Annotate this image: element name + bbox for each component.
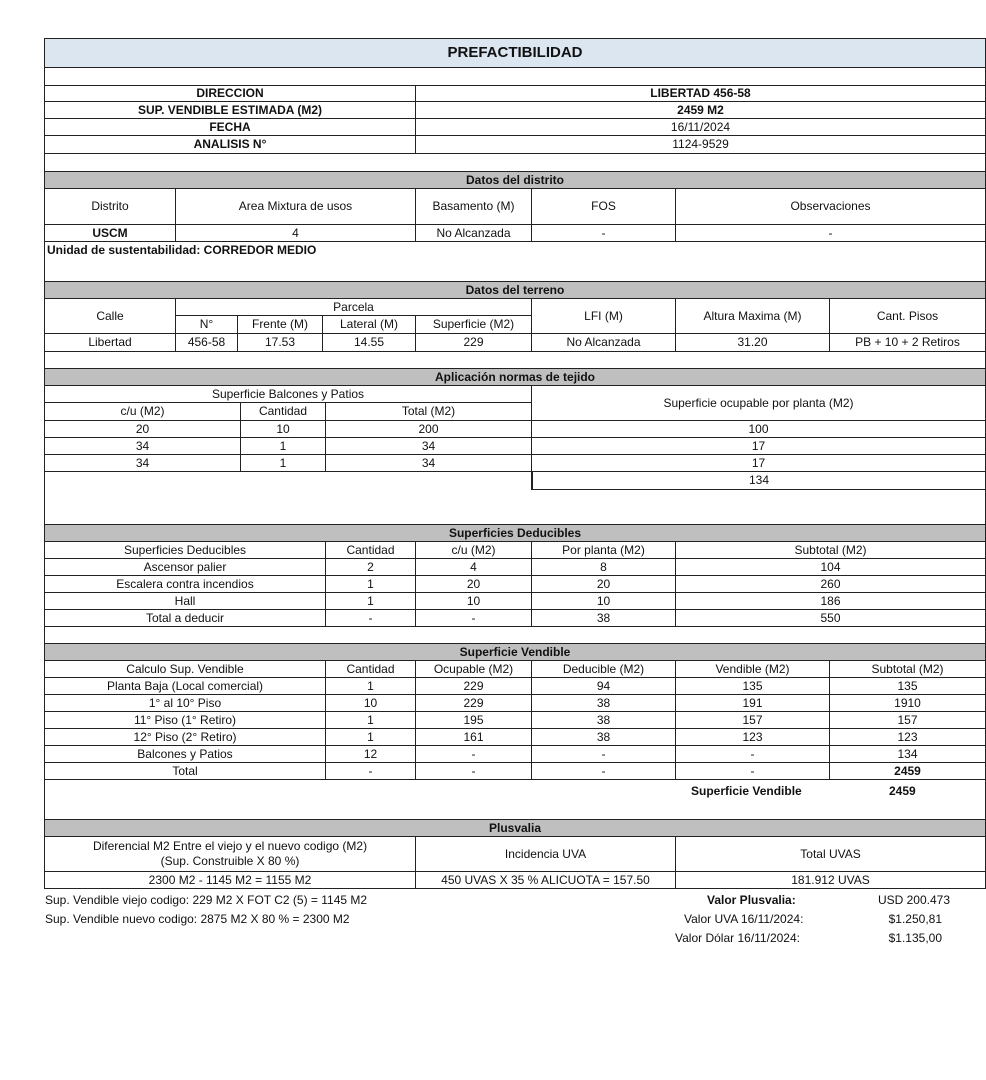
table-cell: 450 UVAS X 35 % ALICUOTA = 157.50 [416, 872, 676, 889]
table-cell: 1 [326, 712, 416, 729]
table-cell: 135 [830, 678, 986, 695]
table-cell: 14.55 [323, 334, 416, 352]
table-cell: 34 [326, 455, 532, 472]
table-cell: 195 [416, 712, 532, 729]
column-header: Ocupable (M2) [416, 661, 532, 678]
vendible-data-row [44, 712, 986, 729]
table-cell: 229 [416, 678, 532, 695]
table-cell: 1 [241, 455, 326, 472]
table-cell: Total [44, 763, 326, 780]
column-group-header: Parcela [176, 299, 532, 316]
column-header: Distrito [44, 189, 176, 225]
table-cell: 100 [532, 421, 986, 438]
vendible-data-row [44, 695, 986, 712]
table-cell: 1 [241, 438, 326, 455]
plusvalia-header-left-line2: (Sup. Construible X 80 %) [160, 854, 300, 868]
info-label: ANALISIS N° [44, 136, 416, 154]
table-cell: 10 [326, 695, 416, 712]
table-cell: - [326, 610, 416, 627]
section-header [44, 644, 986, 661]
section-header [44, 369, 986, 386]
distrito-note: Unidad de sustentabilidad: CORREDOR MEDIO [47, 243, 317, 257]
column-header: Subtotal (M2) [676, 542, 986, 559]
spacer [44, 627, 986, 644]
spacer [44, 352, 986, 369]
table-cell: 17.53 [238, 334, 323, 352]
table-cell: 20 [532, 576, 676, 593]
deducibles-data-row [44, 593, 986, 610]
column-header: N° [176, 316, 238, 334]
column-header: Total (M2) [326, 403, 532, 421]
table-cell: 2300 M2 - 1145 M2 = 1155 M2 [44, 872, 416, 889]
spacer [44, 68, 986, 86]
table-cell: 1910 [830, 695, 986, 712]
table-cell: 17 [532, 455, 986, 472]
table-cell: 123 [830, 729, 986, 746]
info-value: 2459 M2 [416, 102, 986, 119]
title-row [44, 38, 986, 68]
column-header: Cant. Pisos [830, 299, 986, 334]
column-header: Observaciones [676, 189, 986, 225]
section-header [44, 525, 986, 542]
info-value: 1124-9529 [416, 136, 986, 154]
column-header: Lateral (M) [323, 316, 416, 334]
column-header: c/u (M2) [44, 403, 241, 421]
vendible-title: Superficie Vendible [44, 644, 986, 661]
table-cell: - [676, 746, 830, 763]
table-cell: 2 [326, 559, 416, 576]
section-header [44, 820, 986, 837]
table-cell: Libertad [44, 334, 176, 352]
table-cell: 157 [676, 712, 830, 729]
table-cell: 38 [532, 729, 676, 746]
column-header: Frente (M) [238, 316, 323, 334]
table-cell: 38 [532, 695, 676, 712]
table-cell: 1 [326, 678, 416, 695]
column-header: Calle [44, 299, 176, 334]
column-group-header: Superficie Balcones y Patios [44, 386, 532, 403]
table-cell: 20 [416, 576, 532, 593]
table-cell: 8 [532, 559, 676, 576]
plusvalia-header-row [44, 837, 986, 872]
column-header: Cantidad [241, 403, 326, 421]
section-header [44, 172, 986, 189]
table-cell: 20 [44, 421, 241, 438]
table-cell: Balcones y Patios [44, 746, 326, 763]
sheet-title: PREFACTIBILIDAD [44, 38, 986, 68]
table-cell: 4 [416, 559, 532, 576]
column-header: Altura Maxima (M) [676, 299, 830, 334]
valor-plusvalia-label: Valor Plusvalia: [707, 893, 796, 907]
column-header: Subtotal (M2) [830, 661, 986, 678]
table-cell: - [676, 763, 830, 780]
valor-plusvalia-value: USD 200.473 [877, 893, 950, 907]
table-cell: 10 [416, 593, 532, 610]
table-cell: 34 [44, 438, 241, 455]
table-cell: 456-58 [176, 334, 238, 352]
table-cell: 1 [326, 729, 416, 746]
table-cell: 229 [416, 334, 532, 352]
table-cell: - [532, 225, 676, 242]
plusvalia-header-left-line1: Diferencial M2 Entre el viejo y el nuevo codigo (M2) [92, 839, 368, 854]
deducibles-data-row [44, 576, 986, 593]
tejido-data-row [44, 438, 986, 455]
table-cell: 11° Piso (1° Retiro) [44, 712, 326, 729]
prefactibilidad-sheet [44, 38, 986, 949]
table-cell: 200 [326, 421, 532, 438]
table-cell: Total a deducir [44, 610, 326, 627]
column-header: Cantidad [326, 661, 416, 678]
deducibles-total-row [44, 610, 986, 627]
table-cell: - [676, 225, 986, 242]
column-header: Incidencia UVA [416, 837, 676, 872]
vendible-total-row [44, 763, 986, 780]
table-cell: 134 [830, 746, 986, 763]
tejido-data-row [44, 421, 986, 438]
table-cell: - [326, 763, 416, 780]
info-value: LIBERTAD 456-58 [416, 86, 986, 102]
plusvalia-note: Sup. Vendible viejo codigo: 229 M2 X FOT C2 (5) = 1145 M2 [45, 893, 368, 907]
table-cell: 550 [676, 610, 986, 627]
table-cell: 191 [676, 695, 830, 712]
valor-uva-value: $1.250,81 [888, 912, 942, 926]
column-header: c/u (M2) [416, 542, 532, 559]
tejido-header-rows [44, 386, 986, 421]
plusvalia-data-row [44, 872, 986, 889]
column-header: LFI (M) [532, 299, 676, 334]
deducibles-title: Superficies Deducibles [44, 525, 986, 542]
table-cell: - [532, 763, 676, 780]
column-header: Total UVAS [676, 837, 986, 872]
valor-dolar-label: Valor Dólar 16/11/2024: [675, 931, 800, 945]
table-cell: - [416, 746, 532, 763]
column-header: Por planta (M2) [532, 542, 676, 559]
vendible-data-row [44, 678, 986, 695]
table-cell: 123 [676, 729, 830, 746]
table-cell: 94 [532, 678, 676, 695]
table-cell: Escalera contra incendios [44, 576, 326, 593]
column-header: Basamento (M) [416, 189, 532, 225]
table-cell: No Alcanzada [532, 334, 676, 352]
table-cell: Hall [44, 593, 326, 610]
info-label: DIRECCION [44, 86, 416, 102]
tejido-title: Aplicación normas de tejido [44, 369, 986, 386]
plusvalia-title: Plusvalia [44, 820, 986, 837]
distrito-header-row [44, 189, 986, 225]
column-header: FOS [532, 189, 676, 225]
distrito-title: Datos del distrito [44, 172, 986, 189]
tejido-data-row [44, 455, 986, 472]
deducibles-data-row [44, 559, 986, 576]
column-header: Calculo Sup. Vendible [44, 661, 326, 678]
section-header [44, 282, 986, 299]
table-cell: No Alcanzada [416, 225, 532, 242]
table-cell: PB + 10 + 2 Retiros [830, 334, 986, 352]
info-row [44, 136, 986, 154]
spacer [44, 490, 986, 525]
tejido-total-row [44, 472, 986, 490]
table-cell: 1 [326, 593, 416, 610]
info-row [44, 86, 986, 102]
table-cell: 186 [676, 593, 986, 610]
table-cell: 10 [241, 421, 326, 438]
table-cell: USCM [44, 225, 176, 242]
info-label: SUP. VENDIBLE ESTIMADA (M2) [44, 102, 416, 119]
table-cell: 1° al 10° Piso [44, 695, 326, 712]
table-cell: 12 [326, 746, 416, 763]
total-ocupable: 134 [532, 472, 986, 490]
column-header: Cantidad [326, 542, 416, 559]
vendible-summary-value: 2459 [889, 784, 916, 798]
column-header: Superficie (M2) [416, 316, 532, 334]
table-cell: 181.912 UVAS [676, 872, 986, 889]
table-cell: Ascensor palier [44, 559, 326, 576]
deducibles-header-row [44, 542, 986, 559]
table-cell: - [416, 763, 532, 780]
table-cell: 38 [532, 610, 676, 627]
valor-dolar-value: $1.135,00 [888, 931, 942, 945]
table-cell: 104 [676, 559, 986, 576]
table-cell: - [532, 746, 676, 763]
spacer [44, 154, 986, 172]
table-cell: 260 [676, 576, 986, 593]
info-label: FECHA [44, 119, 416, 136]
table-cell: 135 [676, 678, 830, 695]
valor-uva-label: Valor UVA 16/11/2024: [684, 912, 804, 926]
terreno-data-row [44, 334, 986, 352]
table-cell: 17 [532, 438, 986, 455]
info-row [44, 119, 986, 136]
table-cell: 4 [176, 225, 416, 242]
table-cell: 34 [326, 438, 532, 455]
vendible-data-row [44, 746, 986, 763]
vendible-summary-label: Superficie Vendible [691, 784, 802, 798]
table-cell: 229 [416, 695, 532, 712]
table-cell: Planta Baja (Local comercial) [44, 678, 326, 695]
terreno-title: Datos del terreno [44, 282, 986, 299]
terreno-header-rows [44, 299, 986, 334]
column-header: Superficie ocupable por planta (M2) [532, 386, 986, 421]
table-cell: 157 [830, 712, 986, 729]
table-cell: 10 [532, 593, 676, 610]
plusvalia-note: Sup. Vendible nuevo codigo: 2875 M2 X 80 % = 2300 M2 [45, 912, 350, 926]
distrito-note-box [44, 242, 986, 282]
table-cell: 161 [416, 729, 532, 746]
column-header: Vendible (M2) [676, 661, 830, 678]
table-cell: 1 [326, 576, 416, 593]
table-cell: 34 [44, 455, 241, 472]
plusvalia-notes [44, 889, 986, 949]
vendible-header-row [44, 661, 986, 678]
distrito-data-row [44, 225, 986, 242]
table-cell: 12° Piso (2° Retiro) [44, 729, 326, 746]
info-value: 16/11/2024 [416, 119, 986, 136]
vendible-summary-box [44, 780, 986, 820]
info-row [44, 102, 986, 119]
table-cell: 31.20 [676, 334, 830, 352]
column-header: Superficies Deducibles [44, 542, 326, 559]
table-cell: 2459 [830, 763, 986, 780]
table-cell: - [416, 610, 532, 627]
column-header: Area Mixtura de usos [176, 189, 416, 225]
vendible-data-row [44, 729, 986, 746]
table-cell: 38 [532, 712, 676, 729]
column-header [44, 837, 416, 872]
column-header: Deducible (M2) [532, 661, 676, 678]
empty-cell [44, 472, 532, 490]
